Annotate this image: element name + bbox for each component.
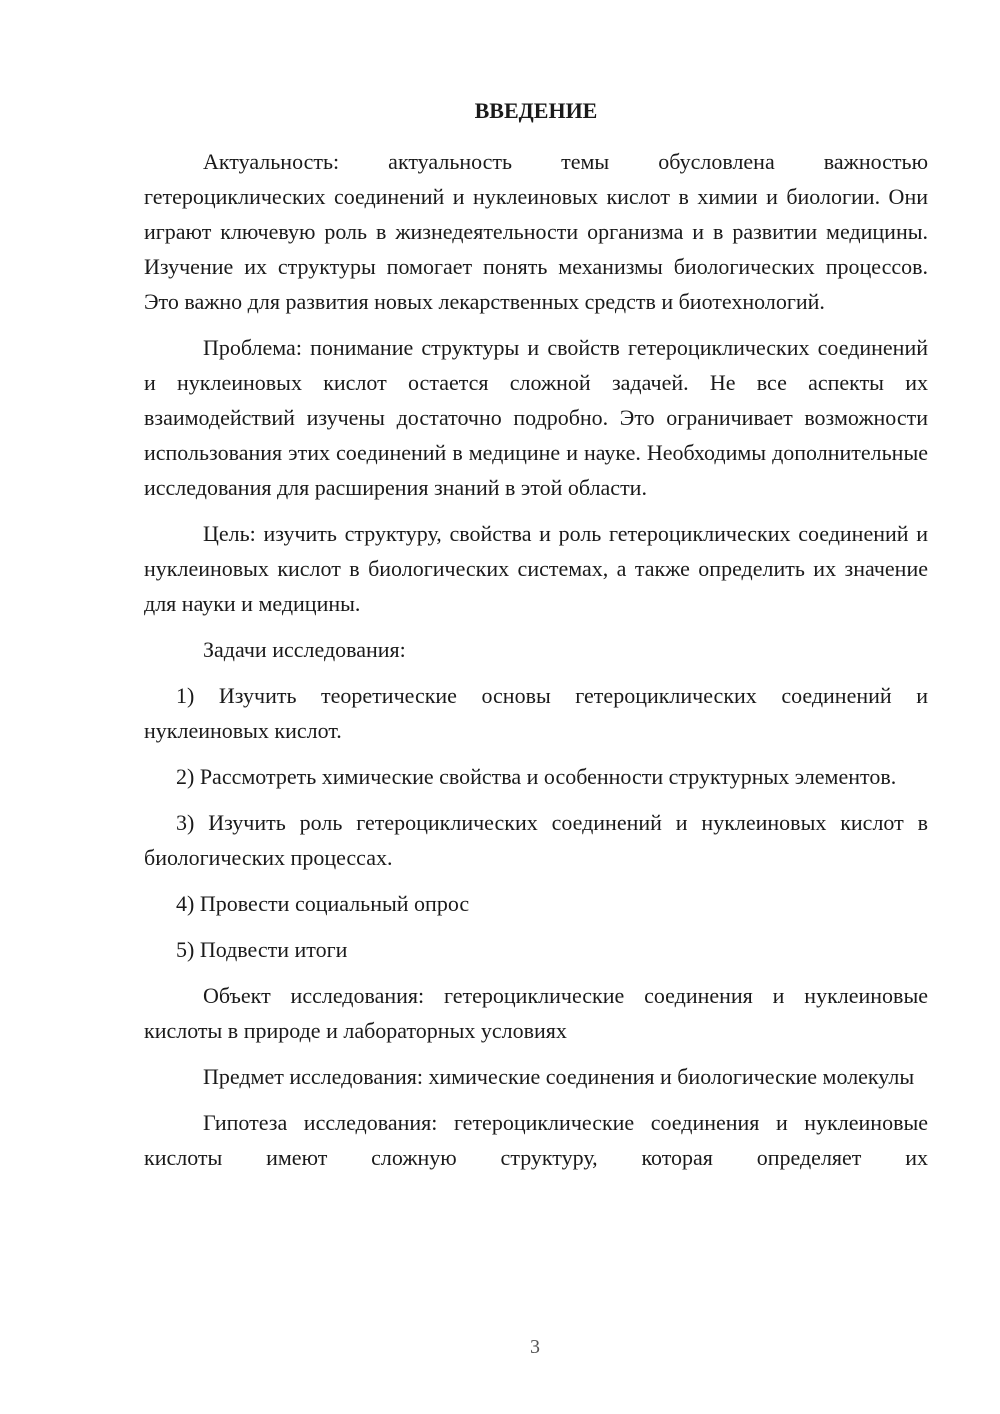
hypothesis-paragraph: Гипотеза исследования: гетероциклические соединения и нуклеиновые кислоты имеют сложную структуру, которая определяет их bbox=[144, 1110, 928, 1170]
task-item: 4) Провести социальный опрос bbox=[176, 891, 470, 916]
research-subject-paragraph: Предмет исследования: химические соединения и биологические молекулы bbox=[203, 1064, 915, 1089]
relevance-paragraph: Актуальность: актуальность темы обусловлена важностью гетероциклических соединений и нуклеиновых кислот в химии и биологии. Они играют ключевую роль в жизнедеятельности организма и в развитии медицины. Изучение их структуры помогает понять механизмы биологических процессов. Это важно для развития новых лекарственных средств и биотехнологий. bbox=[144, 149, 928, 314]
page-title: ВВЕДЕНИЕ bbox=[474, 98, 598, 123]
task-item: 2) Рассмотреть химические свойства и особенности структурных элементов. bbox=[176, 764, 897, 789]
task-item: 5) Подвести итоги bbox=[176, 937, 348, 962]
task-item: 1) Изучить теоретические основы гетероциклических соединений и нуклеиновых кислот. bbox=[144, 683, 928, 743]
document-page bbox=[144, 96, 928, 1186]
research-object-paragraph: Объект исследования: гетероциклические соединения и нуклеиновые кислоты в природе и лабораторных условиях bbox=[144, 983, 928, 1043]
goal-paragraph: Цель: изучить структуру, свойства и роль гетероциклических соединений и нуклеиновых кислот в биологических системах, а также определить их значение для науки и медицины. bbox=[144, 521, 928, 616]
tasks-heading: Задачи исследования: bbox=[203, 637, 406, 662]
page-number: 3 bbox=[530, 1336, 540, 1358]
problem-paragraph: Проблема: понимание структуры и свойств гетероциклических соединений и нуклеиновых кислот остается сложной задачей. Не все аспекты их взаимодействий изучены достаточно подробно. Это ограничивает возможности использования этих соединений в медицине и науке. Необходимы дополнительные исследования для расширения знаний в этой области. bbox=[144, 335, 928, 500]
task-item: 3) Изучить роль гетероциклических соединений и нуклеиновых кислот в биологических процессах. bbox=[144, 810, 928, 870]
